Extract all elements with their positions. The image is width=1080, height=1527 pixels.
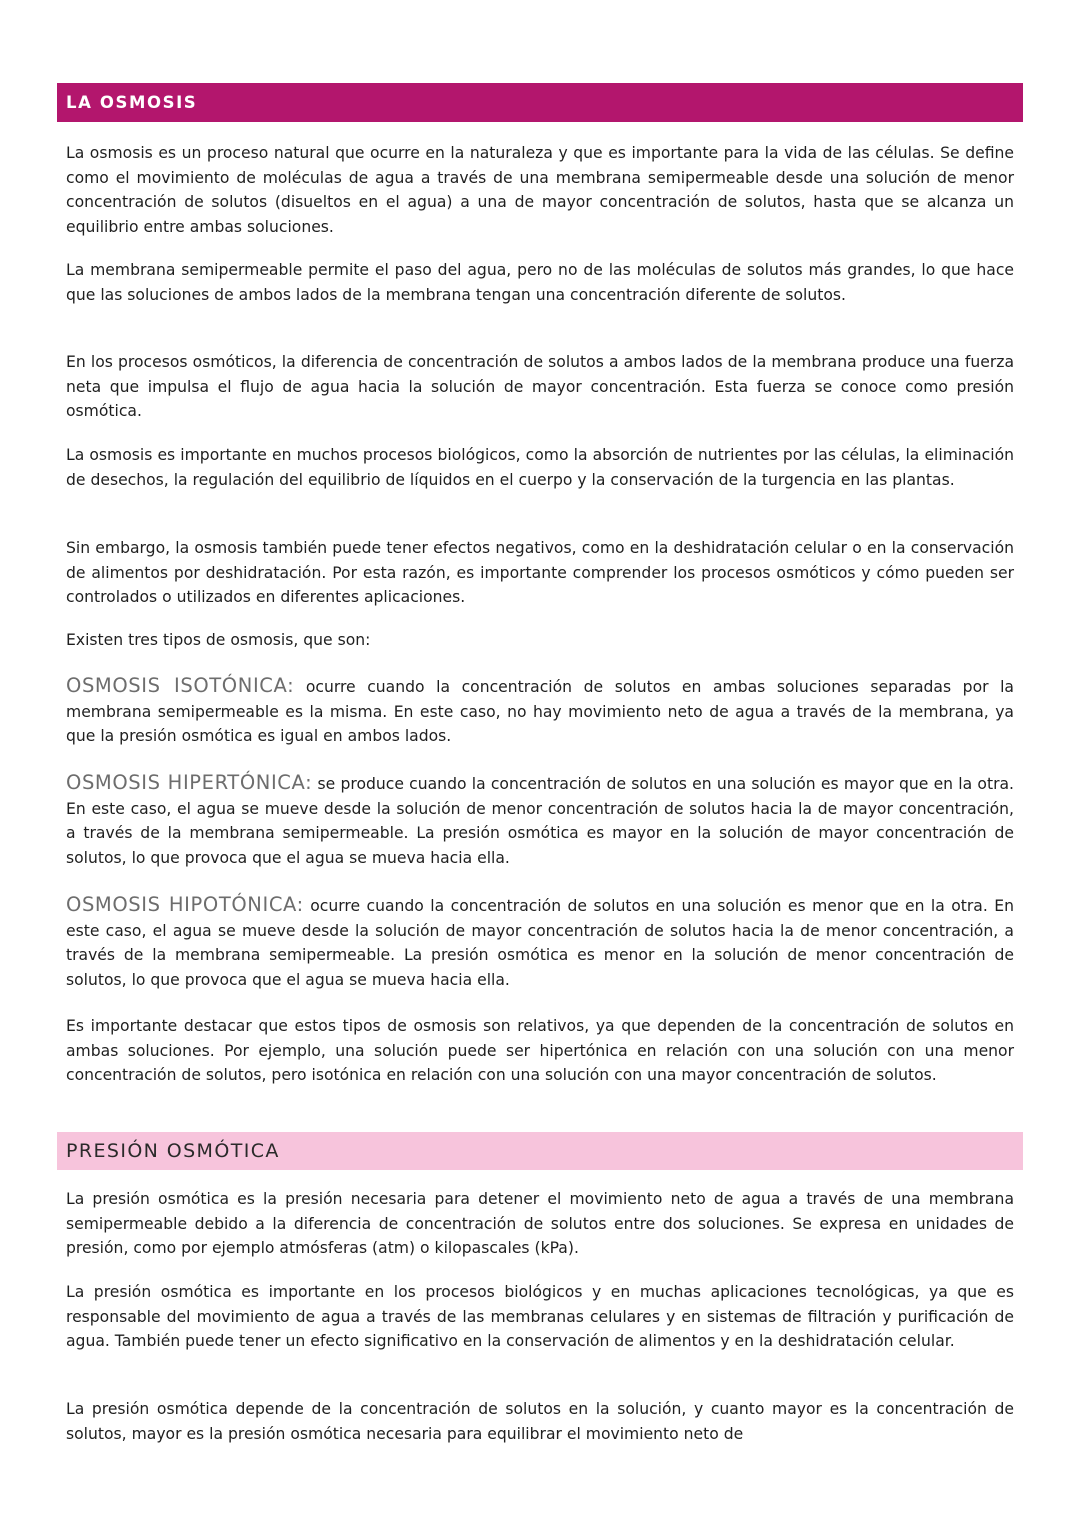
term-label: OSMOSIS HIPERTÓNICA: <box>66 771 313 794</box>
term-description: ocurre cuando la concentración de solutos en ambas soluciones separadas por la membrana semipermeable es la misma. En este caso, no hay movimiento neto de agua a través de la membrana, ya que la presión osmótica es igual en ambos lados. <box>66 678 1014 746</box>
paragraph: Sin embargo, la osmosis también puede tener efectos negativos, como en la deshidratación celular o en la conservación de alimentos por deshidratación. Por esta razón, es importante comprender los procesos osmóticos y cómo pueden ser controlados o utilizados en diferentes aplicaciones. <box>66 539 1014 607</box>
osmosis-type-isotonic <box>66 674 1014 749</box>
paragraph: La presión osmótica es importante en los procesos biológicos y en muchas aplicaciones tecnológicas, ya que es responsable del movimiento de agua a través de las membranas celulares y en sistemas de filtración y purificación de agua. También puede tener un efecto significativo en la conservación de alimentos y en la deshidratación celular. <box>66 1283 1014 1351</box>
paragraph: La osmosis es importante en muchos procesos biológicos, como la absorción de nutrientes por las células, la eliminación de desechos, la regulación del equilibrio de líquidos en el cuerpo y la conservación de la turgencia en las plantas. <box>66 446 1014 489</box>
section-heading-osmosis <box>57 83 1023 122</box>
paragraph: La membrana semipermeable permite el paso del agua, pero no de las moléculas de solutos más grandes, lo que hace que las soluciones de ambos lados de la membrana tengan una concentración diferente de solutos. <box>66 261 1014 304</box>
paragraph: La osmosis es un proceso natural que ocurre en la naturaleza y que es importante para la vida de las células. Se define como el movimiento de moléculas de agua a través de una membrana semipermeable desde una solución de menor concentración de solutos (disueltos en el agua) a una de mayor concentración de solutos, hasta que se alcanza un equilibrio entre ambas soluciones. <box>66 144 1014 237</box>
term-label: OSMOSIS HIPOTÓNICA: <box>66 893 304 916</box>
section-title: LA OSMOSIS <box>66 93 198 112</box>
paragraph: La presión osmótica depende de la concentración de solutos en la solución, y cuanto mayor es la concentración de solutos, mayor es la presión osmótica necesaria para equilibrar el movimiento neto de <box>66 1400 1014 1443</box>
osmosis-type-hypertonic <box>66 771 1014 871</box>
paragraph: Existen tres tipos de osmosis, que son: <box>66 631 371 649</box>
term-description: se produce cuando la concentración de solutos en una solución es mayor que en la otra. En este caso, el agua se mueve desde la solución de menor concentración de solutos hacia la de mayor concentración, a través de la membrana semipermeable. La presión osmótica es mayor en la solución de mayor concentración de solutos, lo que provoca que el agua se mueva hacia ella. <box>66 775 1014 868</box>
osmosis-type-hypotonic <box>66 893 1014 993</box>
section-heading-osmotic-pressure <box>57 1132 1023 1170</box>
term-description: ocurre cuando la concentración de solutos en una solución es menor que en la otra. En este caso, el agua se mueve desde la solución de mayor concentración de solutos hacia la de menor concentración, a través de la membrana semipermeable. La presión osmótica es menor en la solución de menor concentración de solutos, lo que provoca que el agua se mueva hacia ella. <box>66 897 1015 990</box>
paragraph: En los procesos osmóticos, la diferencia de concentración de solutos a ambos lados de la membrana produce una fuerza neta que impulsa el flujo de agua hacia la solución de mayor concentración. Esta fuerza se conoce como presión osmótica. <box>66 353 1014 421</box>
term-label: OSMOSIS ISOTÓNICA: <box>66 674 295 697</box>
paragraph: Es importante destacar que estos tipos de osmosis son relativos, ya que dependen de la concentración de solutos en ambas soluciones. Por ejemplo, una solución puede ser hipertónica en relación con una solución con una menor concentración de solutos, pero isotónica en relación con una solución con una mayor concentración de solutos. <box>66 1017 1014 1085</box>
paragraph: La presión osmótica es la presión necesaria para detener el movimiento neto de agua a través de una membrana semipermeable debido a la diferencia de concentración de solutos entre dos soluciones. Se expresa en unidades de presión, como por ejemplo atmósferas (atm) o kilopascales (kPa). <box>66 1190 1014 1258</box>
section-title: PRESIÓN OSMÓTICA <box>66 1140 280 1162</box>
